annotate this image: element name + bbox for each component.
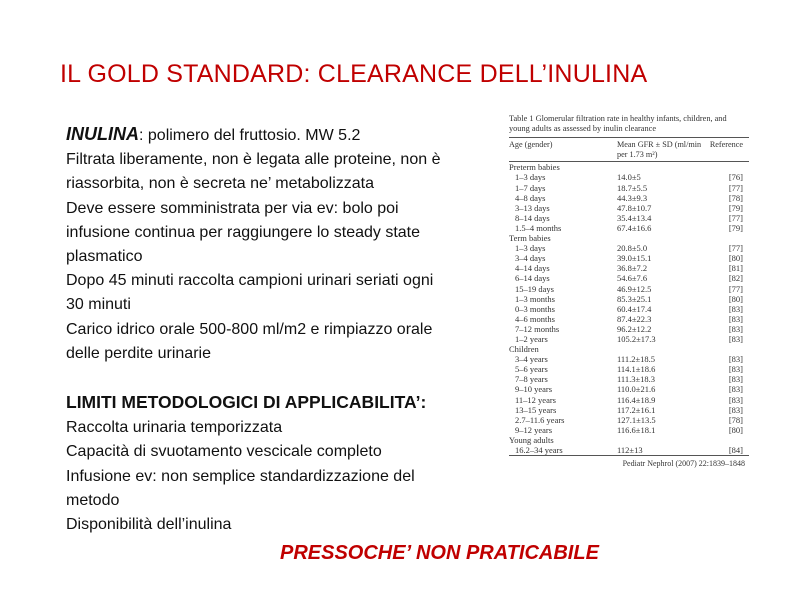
cell-reference: [84] (728, 445, 743, 455)
cell-reference: [81] (728, 263, 743, 274)
cell-age: 1–3 months (515, 293, 555, 304)
limits-line: Infusione ev: non semplice standardizzazione del (66, 467, 415, 485)
cell-gfr: 116.4±18.9 (617, 394, 656, 405)
table-row (509, 223, 749, 233)
group-label: Children (509, 344, 539, 355)
cell-reference: [83] (728, 364, 743, 375)
table-row (509, 445, 749, 455)
limits-line: Raccolta urinaria temporizzata (66, 419, 283, 437)
cell-age: 11–12 years (515, 394, 556, 405)
table-row (509, 183, 749, 193)
cell-gfr: 36.8±7.2 (617, 263, 648, 274)
table-group-row (509, 435, 749, 445)
gfr-table (509, 114, 749, 469)
limits-heading: LIMITI METODOLOGICI DI APPLICABILITA’: (66, 392, 427, 413)
table-row (509, 294, 749, 304)
table-row (509, 374, 749, 384)
cell-age: 4–6 months (515, 313, 555, 324)
intro-term: INULINA (66, 124, 139, 144)
cell-reference: [80] (728, 253, 743, 264)
cell-gfr: 18.7±5.5 (617, 182, 648, 193)
cell-reference: [77] (728, 243, 743, 254)
cell-reference: [83] (728, 404, 743, 415)
cell-age: 3–4 days (515, 253, 546, 264)
cell-gfr: 47.8±10.7 (617, 202, 652, 213)
cell-gfr: 110.0±21.6 (617, 384, 656, 395)
cell-gfr: 112±13 (617, 445, 643, 455)
group-label: Preterm babies (509, 162, 560, 173)
table-header (509, 138, 749, 161)
cell-age: 1–2 years (515, 333, 548, 344)
table-row (509, 334, 749, 344)
table-row (509, 203, 749, 213)
table-row (509, 213, 749, 223)
cell-gfr: 35.4±13.4 (617, 212, 652, 223)
cell-gfr: 44.3±9.3 (617, 192, 648, 203)
cell-reference: [77] (728, 182, 743, 193)
cell-reference: [77] (728, 212, 743, 223)
cell-gfr: 105.2±17.3 (617, 333, 656, 344)
limits-line: Disponibilità dell’inulina (66, 516, 232, 534)
cell-reference: [77] (728, 283, 743, 294)
cell-gfr: 60.4±17.4 (617, 303, 652, 314)
cell-age: 4–8 days (515, 192, 546, 203)
intro-line (66, 122, 496, 148)
table-row (509, 243, 749, 253)
table-group-row (509, 233, 749, 243)
cell-gfr: 96.2±12.2 (617, 323, 652, 334)
body-line: Dopo 45 minuti raccolta campioni urinari seriati ogni (66, 272, 434, 290)
cell-age: 2.7–11.6 years (515, 414, 565, 425)
table-row (509, 284, 749, 294)
cell-gfr: 117.2±16.1 (617, 404, 656, 415)
header-reference: Reference (709, 140, 743, 150)
cell-reference: [80] (728, 424, 743, 435)
table-row (509, 405, 749, 415)
cell-age: 4–14 days (515, 263, 550, 274)
cell-gfr: 20.8±5.0 (617, 243, 648, 254)
table-row (509, 314, 749, 324)
header-gfr: Mean GFR ± SD (ml/min per 1.73 m²) (617, 140, 702, 159)
cell-gfr: 111.3±18.3 (617, 374, 656, 385)
cell-gfr: 85.3±25.1 (617, 293, 652, 304)
slide-title: IL GOLD STANDARD: CLEARANCE DELL’INULINA (60, 60, 648, 88)
body-line: Filtrata liberamente, non è legata alle proteine, non è (66, 151, 441, 169)
table-row (509, 304, 749, 314)
cell-age: 1.5–4 months (515, 222, 562, 233)
body-line: Carico idrico orale 500-800 ml/m2 e rimpiazzo orale (66, 320, 433, 338)
group-label: Young adults (509, 434, 554, 445)
table-row (509, 395, 749, 405)
body-line: plasmatico (66, 248, 143, 266)
table-row (509, 253, 749, 263)
cell-age: 5–6 years (515, 364, 548, 375)
cell-gfr: 67.4±16.6 (617, 222, 652, 233)
cell-age: 13–15 years (515, 404, 557, 415)
body-line: Deve essere somministrata per via ev: bolo poi (66, 199, 399, 217)
table-row (509, 324, 749, 334)
cell-gfr: 127.1±13.5 (617, 414, 656, 425)
table-row (509, 193, 749, 203)
cell-age: 0–3 months (515, 303, 555, 314)
table-source: Pediatr Nephrol (2007) 22:1839–1848 (622, 459, 745, 469)
cell-reference: [80] (728, 293, 743, 304)
cell-reference: [79] (728, 222, 743, 233)
cell-age: 9–10 years (515, 384, 553, 395)
cell-age: 15–19 days (515, 283, 554, 294)
cell-reference: [83] (728, 384, 743, 395)
table-row (509, 415, 749, 425)
cell-age: 1–3 days (515, 243, 546, 254)
table-row (509, 425, 749, 435)
table-group-row (509, 162, 749, 172)
intro-definition: : polimero del fruttosio. MW 5.2 (139, 127, 361, 144)
cell-reference: [78] (728, 414, 743, 425)
cell-reference: [83] (728, 354, 743, 365)
cell-age: 6–14 days (515, 273, 550, 284)
body-line: 30 minuti (66, 296, 131, 314)
cell-age: 1–3 days (515, 172, 546, 183)
cell-age: 3–4 years (515, 354, 548, 365)
table-row (509, 364, 749, 374)
table-caption: Table 1 Glomerular filtration rate in healthy infants, children, and young adults as assessed by inulin clearance (509, 114, 727, 133)
body-line: riassorbita, non è secreta ne’ metabolizzata (66, 175, 375, 193)
cell-age: 3–13 days (515, 202, 550, 213)
slide-body (66, 122, 496, 537)
table-row (509, 172, 749, 182)
cell-gfr: 116.6±18.1 (617, 424, 656, 435)
cell-gfr: 87.4±22.3 (617, 313, 652, 324)
cell-reference: [83] (728, 323, 743, 334)
table-row (509, 354, 749, 364)
cell-reference: [83] (728, 333, 743, 344)
cell-gfr: 54.6±7.6 (617, 273, 648, 284)
table-group-row (509, 344, 749, 354)
cell-reference: [83] (728, 303, 743, 314)
table-row (509, 273, 749, 283)
limits-line: metodo (66, 491, 120, 509)
cell-gfr: 46.9±12.5 (617, 283, 652, 294)
cell-reference: [82] (728, 273, 743, 284)
cell-reference: [83] (728, 374, 743, 385)
cell-gfr: 114.1±18.6 (617, 364, 656, 375)
cell-age: 9–12 years (515, 424, 553, 435)
table-rule-bottom (509, 455, 749, 456)
cell-age: 7–8 years (515, 374, 548, 385)
cell-reference: [78] (728, 192, 743, 203)
body-line: infusione continua per raggiungere lo steady state (66, 223, 421, 241)
cell-gfr: 14.0±5 (617, 172, 641, 183)
cell-age: 1–7 days (515, 182, 546, 193)
header-age: Age (gender) (509, 140, 553, 150)
cell-reference: [83] (728, 394, 743, 405)
body-line: delle perdite urinarie (66, 344, 211, 362)
table-row (509, 263, 749, 273)
group-label: Term babies (509, 233, 551, 244)
cell-reference: [76] (728, 172, 743, 183)
table-body (509, 162, 749, 455)
cell-reference: [83] (728, 313, 743, 324)
cell-gfr: 39.0±15.1 (617, 253, 652, 264)
conclusion-text: PRESSOCHE’ NON PRATICABILE (280, 542, 599, 564)
cell-reference: [79] (728, 202, 743, 213)
cell-age: 8–14 days (515, 212, 550, 223)
limits-line: Capacità di svuotamento vescicale completo (66, 443, 382, 461)
table-row (509, 384, 749, 394)
cell-age: 16.2–34 years (515, 445, 563, 455)
cell-age: 7–12 months (515, 323, 560, 334)
cell-gfr: 111.2±18.5 (617, 354, 656, 365)
